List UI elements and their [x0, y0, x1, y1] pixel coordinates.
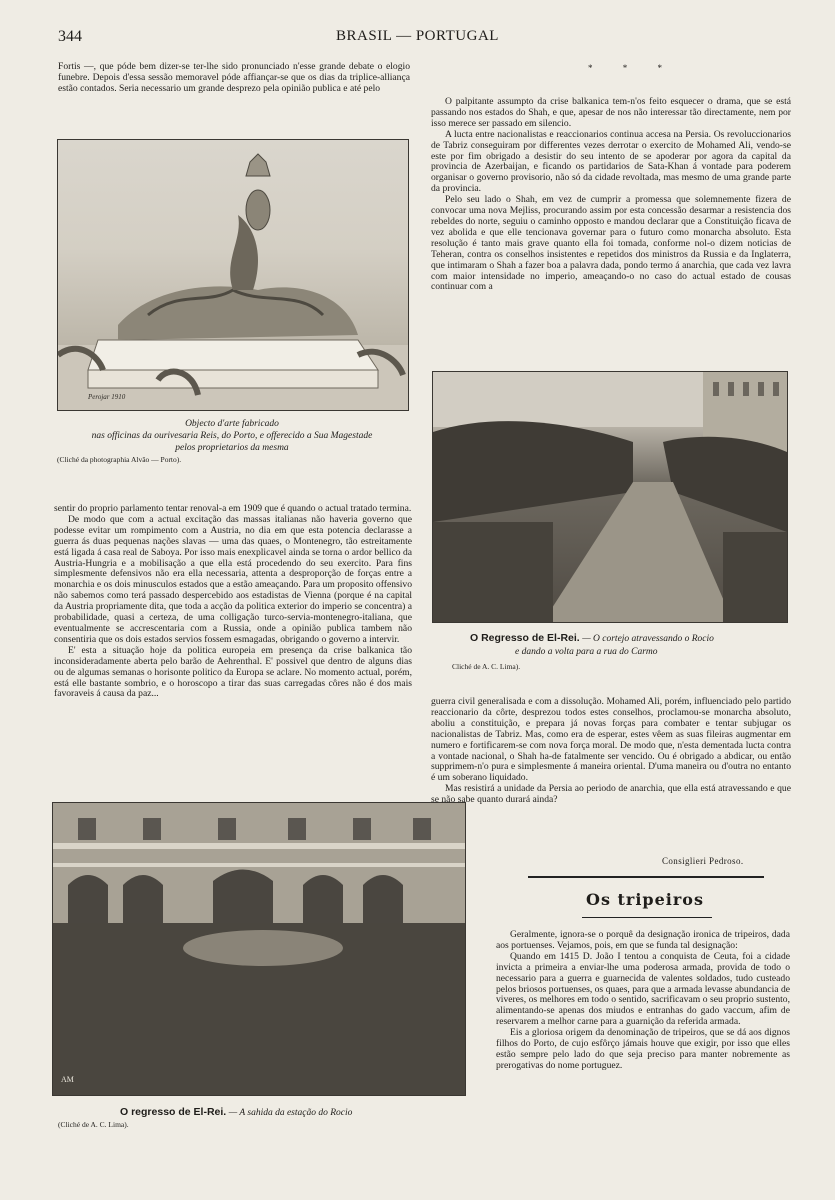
left-middle-text — [54, 504, 412, 700]
photo-station-caption — [120, 1106, 460, 1118]
caption-bold: O regresso de El-Rei. — [120, 1106, 227, 1118]
photo-art-object-caption — [57, 418, 407, 466]
caption-italic: e dando a volta para a rua do Carmo — [515, 647, 658, 657]
caption-line: pelos proprietarios da mesma — [175, 443, 289, 453]
right-bottom-text — [496, 930, 790, 1072]
caption-credit: (Cliché da photographia Alvão — Porto). — [57, 455, 182, 464]
paragraph: E' esta a situação hoje da politica europeia em presença da crise balkanica tão inconsideradamente aberta pelo barão de Aehrenthal. E' possivel que dentro de alguns dias ou de algumas semanas o horisonte politico da Europa se aclare. No momento actual, porém, está elle bastante sombrio, e o horoscopo a tirar das suas carregadas côres não é dos mais favoraveis á causa da paz... — [54, 644, 412, 700]
paragraph: O palpitante assumpto da crise balkanica tem-n'os feito esquecer o drama, que se está passando nos estados do Shah, e que, apesar de nos não interessar tão directamente, nem por isso merece ser passado em silencio. — [431, 96, 791, 129]
station-facade-illustration — [53, 803, 465, 1095]
paragraph: Mas resistirá a unidade da Persia ao periodo de anarchia, que ella está atravessando e que se não sabe quanto durará ainda? — [431, 783, 791, 806]
section-asterisks: * * * — [588, 63, 676, 73]
caption-italic: — A sahida da estação do Rocio — [228, 1108, 353, 1118]
caption-credit: (Cliché de A. C. Lima). — [58, 1120, 129, 1129]
caption-line: Objecto d'arte fabricado — [185, 419, 279, 429]
paragraph: Pelo seu lado o Shah, em vez de cumprir a promessa que solemnemente fizera de convocar uma nova Mejliss, procurando assim por esta concessão desarmar a resistencia dos rebeldes do norte, seguiu o caminho opposto e mandou declarar que a Constituição ficava de vez abolida e que elle tencionava governar para o futuro como monarcha absoluto. Esta resolução é tanto mais grave quanto ella foi tomada, conforme nol-o dizem noticias de Teheran, contra os conselhos insistentes e repetidos dos ministros da Russia e da Inglaterra, que intimaram o Shah a fazer boa a palavra dada, pondo termo á anarchia, que cada vez lavra com maior intensidade no imperio, ameaçando-o no caso do actual estado de cousas continuar com a — [431, 194, 791, 293]
photo-procession — [432, 371, 788, 623]
paragraph: guerra civil generalisada e com a dissolução. Mohamed Ali, porém, influenciado pelo partido reaccionario da côrte, desprezou todos estes conselhos, proclamou-se monarcha absoluto, aboliu a constituição, e prepara já novas forças para combater e tentar subjugar os nacionalistas de Tabriz. Mas, como era de esperar, estes vêem as suas fileiras augmentar em numero e fortificarem-se com nova força moral. De modo que, n'esta dementada lucta contra a vontade nacional, o Shah ha-de fatalmente ser vencido. Ou é obrigado a abdicar, ou então supprimem-n'o pura e simplesmente á maneira oriental. D'uma maneira ou d'outra no entanto é um soberano liquidado. — [431, 696, 791, 784]
paragraph: De modo que com a actual excitação das massas italianas não haveria governo que podesse evitar um rompimento com a Austria, no dia em que esta potencia declarasse a guerra ás duas pequenas nações slavas — uma das quaes, o Montenegro, tão estreitamente está ligada á casa real de Saboya. Por isso mais enexplicavel ainda se torna o ardor bellico da Austria-Hungria e a mobilisação a que ella está procedendo do seu exercito. Para fins simplesmente defensivos não era ella necessaria, attenta a desproporção de forças entre a monarchia e os dois minusculos estados que a estão ameaçando. Para um proposito offensivo não sabemos como terá passado despercebido aos estadistas de Vienna (porque é na capital da Austria propriamente dita, que toda a acção da politica exterior do imperio se concentra) a probabilidade, quasi a certeza, de uma colligação turco-servia-montenegro-italiana, que eventualmente se accrescentaria com a Russia, onde a opinião publica tambem não consentiria que os dois estados servios fossem esmagadas, obrigando o governo a intervir. — [54, 513, 412, 645]
page-header-title: BRASIL — PORTUGAL — [336, 28, 499, 44]
paragraph: Fortis —, que póde bem dizer-se ter-lhe sido pronunciado n'esse grande debate o elogio funebre. Depois d'essa sessão memoravel póde affiançar-se que os dias da triplice-alliança estão contados. Seria necessario um grande desprezo pela opinião publica e até pelo — [58, 61, 410, 94]
section-rule-bottom — [582, 917, 712, 918]
art-object-illustration — [58, 140, 408, 410]
paragraph: Eis a gloriosa origem da denominação de tripeiros, que se dá aos dignos filhos do Porto, de cujo esfôrço jámais houve que exigir, por isso que elles estão sempre pelo lado do que seja preciso para manter nobremente as prerogativas do nome portuguez. — [496, 1027, 790, 1071]
photo-signature: AM — [61, 1075, 74, 1084]
section-rule-top — [528, 876, 764, 878]
right-middle-text — [431, 697, 791, 806]
caption-italic: — O cortejo atravessando o Rocio — [582, 634, 714, 644]
photo-procession-caption — [470, 632, 790, 644]
procession-illustration — [433, 372, 787, 622]
photo-station-departure — [52, 802, 466, 1096]
caption-line: nas officinas da ourivesaria Reis, do Porto, e offerecido a Sua Magestade — [91, 431, 373, 441]
paragraph: Geralmente, ignora-se o porquê da designação ironica de tripeiros, dada aos portuenses. Vejamos, pois, em que se funda tal designação: — [496, 929, 790, 951]
page-number: 344 — [58, 28, 82, 45]
caption-credit: Cliché de A. C. Lima). — [452, 662, 521, 671]
left-top-text — [58, 62, 410, 95]
author-signature: Consiglieri Pedroso. — [662, 856, 744, 866]
paragraph: A lucta entre nacionalistas e reaccionarios continua accesa na Persia. Os revoluccionarios de Tabriz conseguiram por differentes vezes derrotar o exercito de Mohamed Ali, vendo-se este por fim obrigado a desistir do seu intento de se apoderar por agora da capital da provincia de Azerbaijan, e ficando os partidarios de Sata-Khan á vontade para poderem organisar o governo provisorio, não só da cidade revoltada, mas mesmo de uma grande parte da provincia. — [431, 128, 791, 195]
photo-art-object — [57, 139, 409, 411]
paragraph: sentir do proprio parlamento tentar renoval-a em 1909 que é quando o actual tratado termina. — [54, 503, 412, 514]
right-top-text — [431, 97, 791, 293]
photo-signature: Perojar 1910 — [88, 393, 126, 401]
photo-procession-caption-line2 — [515, 646, 658, 657]
paragraph: Quando em 1415 D. João I tentou a conquista de Ceuta, foi a cidade invicta a primeira a enviar-lhe uma poderosa armada, provida de todo o necessario para a guerra e guarnecida de valentes soldados, tudo custeado pelos briosos portuenses, os quaes, para que a armada levasse abundancia de viveres, os melhores em todo o sentido, sacrificavam o seu proprio sustento, alimentando-se apenas dos miudos e entranhas do gado vaccum, afim de reservarem a melhor carne para a guarnição da referida armada. — [496, 950, 790, 1028]
section-title: Os tripeiros — [586, 890, 704, 909]
caption-bold: O Regresso de El-Rei. — [470, 632, 580, 644]
